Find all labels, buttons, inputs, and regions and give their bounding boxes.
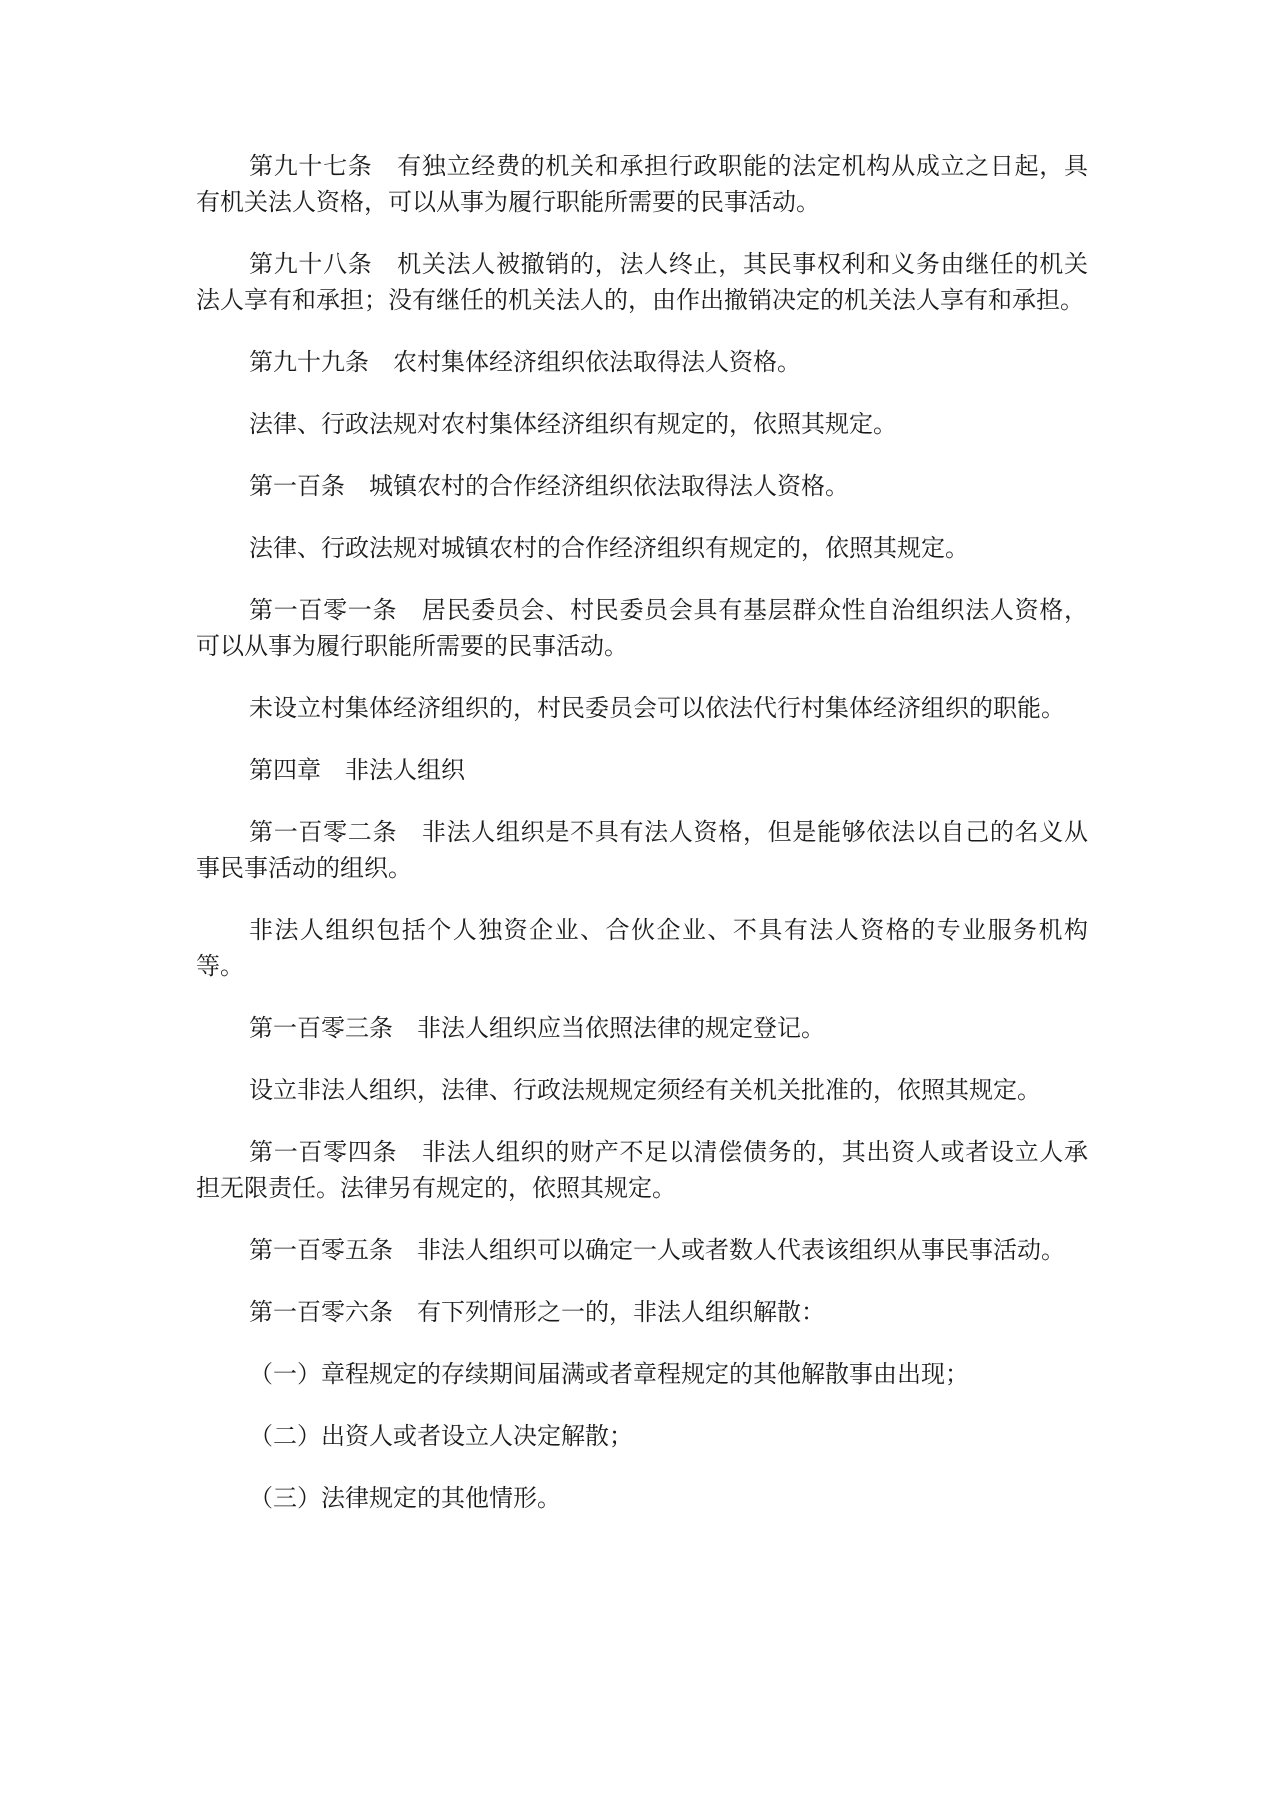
paragraph-article-103-clause: 设立非法人组织，法律、行政法规规定须经有关机关批准的，依照其规定。 bbox=[249, 1076, 1041, 1104]
chapter-heading: 第四章 非法人组织 bbox=[249, 756, 465, 784]
paragraph-article-100: 第一百条 城镇农村的合作经济组织依法取得法人资格。 bbox=[249, 472, 849, 500]
paragraph-article-104: 第一百零四条 非法人组织的财产不足以清偿债务的，其出资人或者设立人承担无限责任。法律另有规定的，依照其规定。 bbox=[196, 1138, 1088, 1202]
paragraph-article-102: 第一百零二条 非法人组织是不具有法人资格，但是能够依法以自己的名义从事民事活动的组织。 bbox=[196, 818, 1088, 882]
paragraph-article-106: 第一百零六条 有下列情形之一的，非法人组织解散： bbox=[249, 1298, 825, 1326]
list-item-2: （二）出资人或者设立人决定解散； bbox=[249, 1422, 633, 1450]
paragraph-article-101-clause: 未设立村集体经济组织的，村民委员会可以依法代行村集体经济组织的职能。 bbox=[249, 694, 1065, 722]
paragraph-article-101: 第一百零一条 居民委员会、村民委员会具有基层群众性自治组织法人资格，可以从事为履行职能所需要的民事活动。 bbox=[196, 596, 1088, 660]
paragraph-article-105: 第一百零五条 非法人组织可以确定一人或者数人代表该组织从事民事活动。 bbox=[249, 1236, 1065, 1264]
list-item-3: （三）法律规定的其他情形。 bbox=[249, 1484, 561, 1512]
paragraph-article-97: 第九十七条 有独立经费的机关和承担行政职能的法定机构从成立之日起，具有机关法人资格，可以从事为履行职能所需要的民事活动。 bbox=[196, 152, 1088, 216]
paragraph-article-100-clause: 法律、行政法规对城镇农村的合作经济组织有规定的，依照其规定。 bbox=[249, 534, 969, 562]
paragraph-article-103: 第一百零三条 非法人组织应当依照法律的规定登记。 bbox=[249, 1014, 825, 1042]
paragraph-article-99-clause: 法律、行政法规对农村集体经济组织有规定的，依照其规定。 bbox=[249, 410, 897, 438]
document-body bbox=[196, 148, 1088, 1542]
paragraph-article-98: 第九十八条 机关法人被撤销的，法人终止，其民事权利和义务由继任的机关法人享有和承担；没有继任的机关法人的，由作出撤销决定的机关法人享有和承担。 bbox=[196, 250, 1088, 314]
paragraph-article-99: 第九十九条 农村集体经济组织依法取得法人资格。 bbox=[249, 348, 801, 376]
paragraph-article-102-clause: 非法人组织包括个人独资企业、合伙企业、不具有法人资格的专业服务机构等。 bbox=[196, 916, 1088, 980]
list-item-1: （一）章程规定的存续期间届满或者章程规定的其他解散事由出现； bbox=[249, 1360, 969, 1388]
